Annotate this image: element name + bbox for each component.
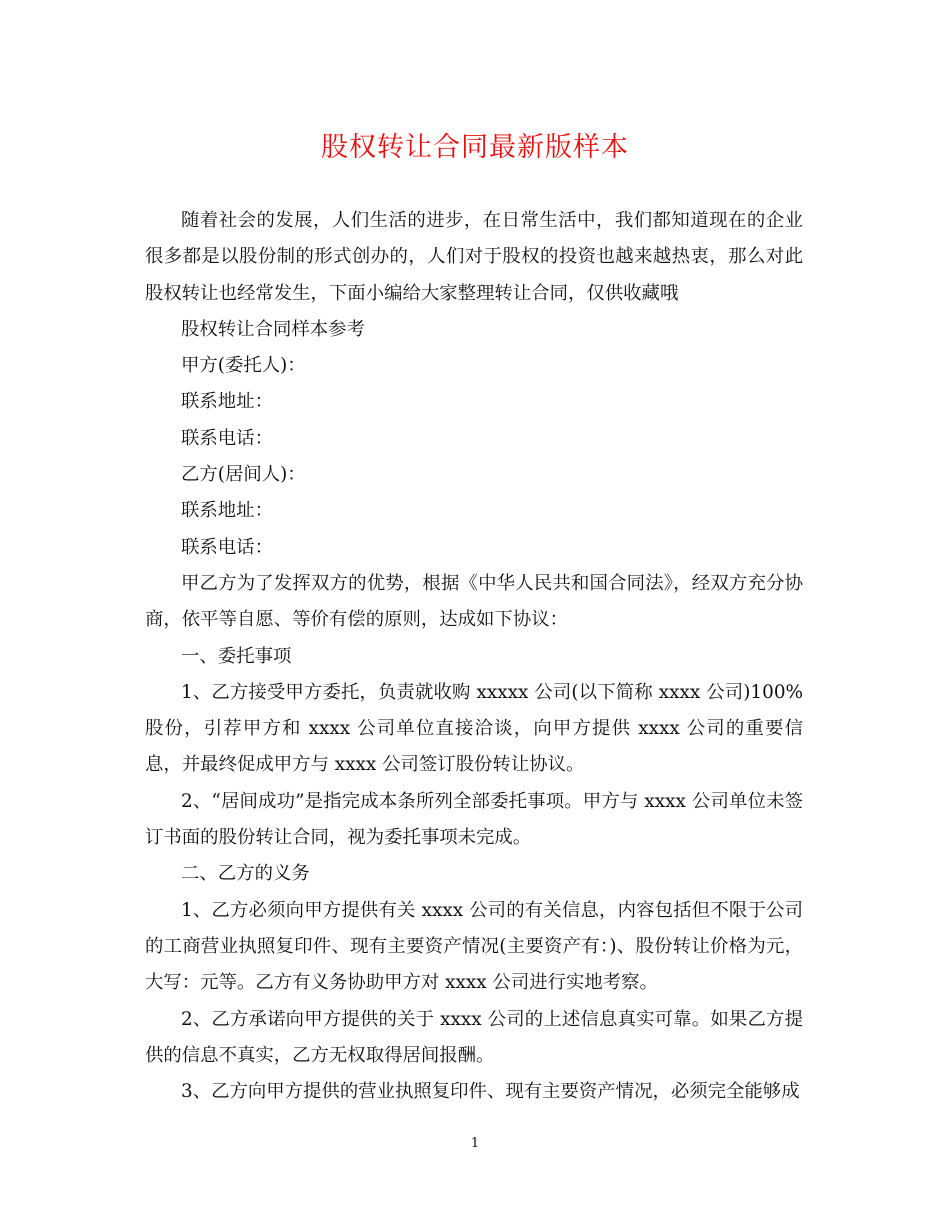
section-heading-entrusted-matters: 一、委托事项 xyxy=(181,645,292,667)
paragraph-agreement-preamble: 甲乙方为了发挥双方的优势，根据《中华人民共和国合同法》，经双方充分协商，依平等自愿、等价有偿的原则，达成如下协议： xyxy=(145,572,803,631)
paragraph-party-a-address: 联系地址： xyxy=(181,391,273,413)
document-body xyxy=(145,203,803,1110)
paragraph-party-b-address: 联系地址： xyxy=(181,500,273,522)
document-title: 股权转让合同最新版样本 xyxy=(321,132,629,163)
paragraph-clause-2-3: 3、乙方向甲方提供的营业执照复印件、现有主要资产情况，必须完全能够成 xyxy=(181,1081,800,1103)
paragraph-sample-heading: 股权转让合同样本参考 xyxy=(181,318,365,340)
page-number: 1 xyxy=(470,1136,480,1151)
paragraph-party-a-phone: 联系电话： xyxy=(181,427,273,449)
paragraph-party-b-phone: 联系电话： xyxy=(181,536,273,558)
paragraph-intro: 随着社会的发展，人们生活的进步，在日常生活中，我们都知道现在的企业很多都是以股份制的形式创办的，人们对于股权的投资也越来越热衷，那么对此股权转让也经常发生，下面小编给大家整理转让合同，仅供收藏哦 xyxy=(145,210,803,304)
paragraph-clause-1-1: 1、乙方接受甲方委托，负责就收购 xxxxx 公司(以下简称 xxxx 公司)100%股份，引荐甲方和 xxxx 公司单位直接洽谈，向甲方提供 xxxx 公司的重要信息，并最终促成甲方与 xxxx 公司签订股份转让协议。 xyxy=(145,681,803,776)
paragraph-clause-2-2: 2、乙方承诺向甲方提供的关于 xxxx 公司的上述信息真实可靠。如果乙方提供的信息不真实，乙方无权取得居间报酬。 xyxy=(145,1008,803,1066)
paragraph-party-a: 甲方(委托人)： xyxy=(181,355,306,377)
paragraph-party-b: 乙方(居间人)： xyxy=(181,464,306,486)
section-heading-party-b-obligations: 二、乙方的义务 xyxy=(181,863,310,885)
paragraph-clause-1-2: 2、“居间成功”是指完成本条所列全部委托事项。甲方与 xxxx 公司单位未签订书面的股份转让合同，视为委托事项未完成。 xyxy=(145,790,803,849)
paragraph-clause-2-1: 1、乙方必须向甲方提供有关 xxxx 公司的有关信息，内容包括但不限于公司的工商营业执照复印件、现有主要资产情况(主要资产有：)、股份转让价格为元，大写：元等。乙方有义务协助甲方对 xxxx 公司进行实地考察。 xyxy=(145,899,803,994)
